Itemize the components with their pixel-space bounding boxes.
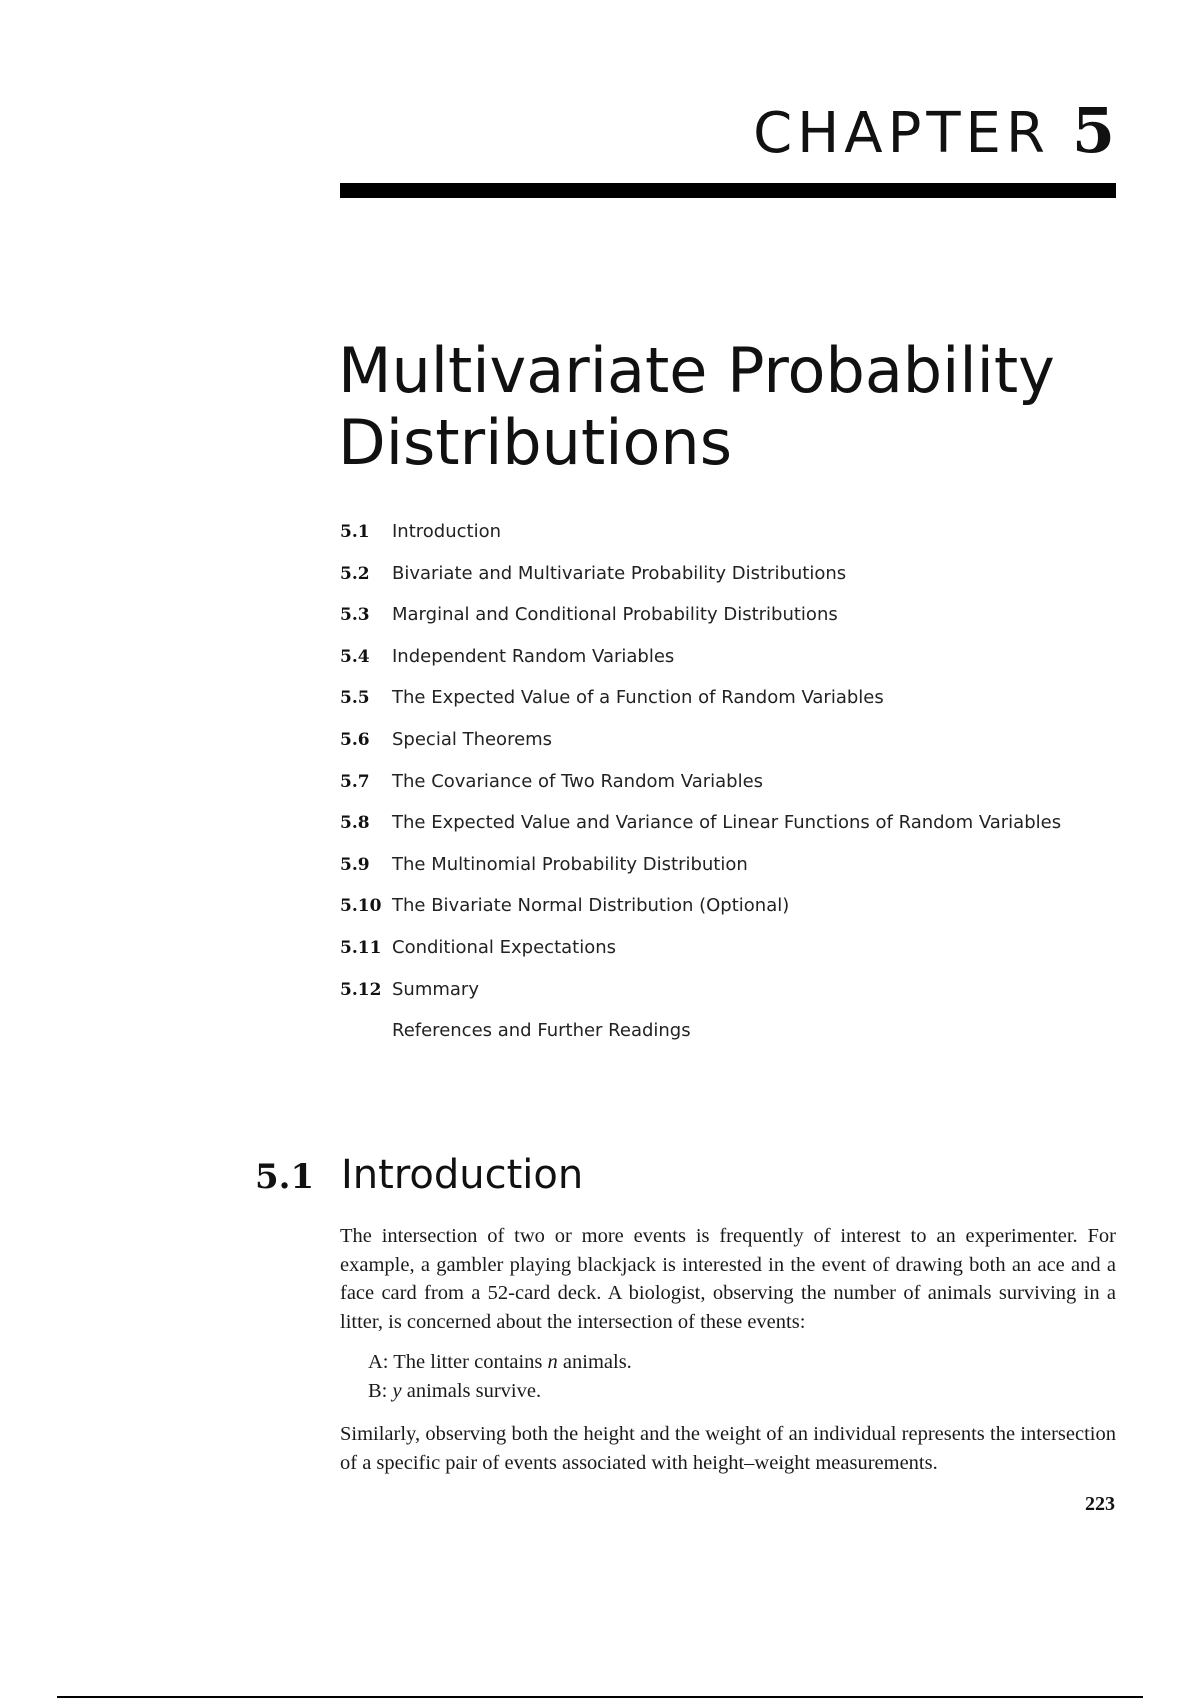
toc-item-title: Conditional Expectations: [392, 936, 617, 958]
toc-item-title: Summary: [392, 978, 479, 1000]
toc-item[interactable]: [340, 728, 1160, 770]
toc-item-number: 5.4: [340, 646, 370, 667]
toc-item-number: 5.12: [340, 979, 382, 1000]
table-of-contents: [340, 520, 1160, 1061]
event-text: animals.: [562, 1351, 632, 1373]
toc-item-number: 5.8: [340, 813, 370, 834]
toc-item-number: 5.3: [340, 605, 370, 626]
toc-item[interactable]: [340, 770, 1160, 812]
event-label: A:: [368, 1351, 389, 1373]
event-item: [368, 1348, 632, 1377]
toc-item[interactable]: [340, 562, 1160, 604]
chapter-label: [753, 94, 1115, 167]
event-variable: n: [547, 1351, 558, 1373]
chapter-number: 5: [1071, 94, 1115, 167]
toc-item[interactable]: [340, 853, 1160, 895]
chapter-label-text: CHAPTER: [753, 101, 1050, 166]
event-text: animals survive.: [406, 1380, 542, 1402]
toc-item-title: The Expected Value and Variance of Linear Functions of Random Variables: [392, 812, 1062, 834]
toc-item-title: The Covariance of Two Random Variables: [392, 770, 764, 792]
toc-item[interactable]: [340, 936, 1160, 978]
toc-item-number: 5.9: [340, 854, 370, 875]
toc-item[interactable]: [340, 603, 1160, 645]
toc-item[interactable]: [340, 978, 1160, 1020]
toc-item-title: Marginal and Conditional Probability Distributions: [392, 604, 838, 626]
event-text: The litter contains: [393, 1351, 543, 1373]
toc-item-number: 5.5: [340, 688, 370, 709]
toc-item-title: Introduction: [392, 521, 502, 542]
chapter-title: Multivariate Probability Distributions: [338, 334, 1055, 479]
event-label: B:: [368, 1380, 388, 1402]
toc-item-number: 5.7: [340, 771, 370, 792]
toc-item[interactable]: [340, 645, 1160, 687]
toc-item-number: 5.11: [340, 937, 382, 958]
toc-item-title: References and Further Readings: [392, 1020, 691, 1042]
event-variable: y: [392, 1380, 402, 1402]
toc-item-title: The Multinomial Probability Distribution: [392, 853, 748, 875]
toc-item-title: Bivariate and Multivariate Probability Distributions: [392, 562, 847, 584]
toc-item[interactable]: [340, 811, 1160, 853]
toc-item-number: 5.2: [340, 563, 370, 584]
toc-item-title: The Bivariate Normal Distribution (Optional): [392, 895, 790, 917]
event-item: [368, 1377, 632, 1406]
toc-item-title: Special Theorems: [392, 728, 553, 750]
toc-item[interactable]: [340, 1019, 1160, 1061]
body-paragraph: Similarly, observing both the height and the weight of an individual represents the intersection of a specific pair of events associated with height–weight measurements.: [340, 1423, 1116, 1474]
toc-item-title: The Expected Value of a Function of Random Variables: [392, 687, 884, 709]
section-title: Introduction: [341, 1152, 584, 1198]
toc-item-number: 5.1: [340, 522, 370, 542]
toc-item-title: Independent Random Variables: [392, 645, 675, 667]
page-number: 223: [1085, 1493, 1115, 1515]
event-list: [368, 1348, 632, 1406]
footer-divider: [57, 1696, 1143, 1698]
chapter-divider: [340, 183, 1116, 198]
toc-item[interactable]: [340, 520, 1160, 562]
toc-item[interactable]: [340, 686, 1160, 728]
toc-item-number: 5.6: [340, 729, 370, 750]
section-number: 5.1: [255, 1157, 315, 1197]
toc-item-number: 5.10: [340, 896, 382, 917]
body-paragraph: The intersection of two or more events is frequently of interest to an experimenter. For example, a gambler playing blackjack is interested in the event of drawing both an ace and a face card from a 52-card deck. A biologist, observing the number of animals surviving in a litter, is concerned about the intersection of these events:: [340, 1225, 1116, 1333]
section-heading: [255, 1152, 583, 1198]
toc-item[interactable]: [340, 894, 1160, 936]
